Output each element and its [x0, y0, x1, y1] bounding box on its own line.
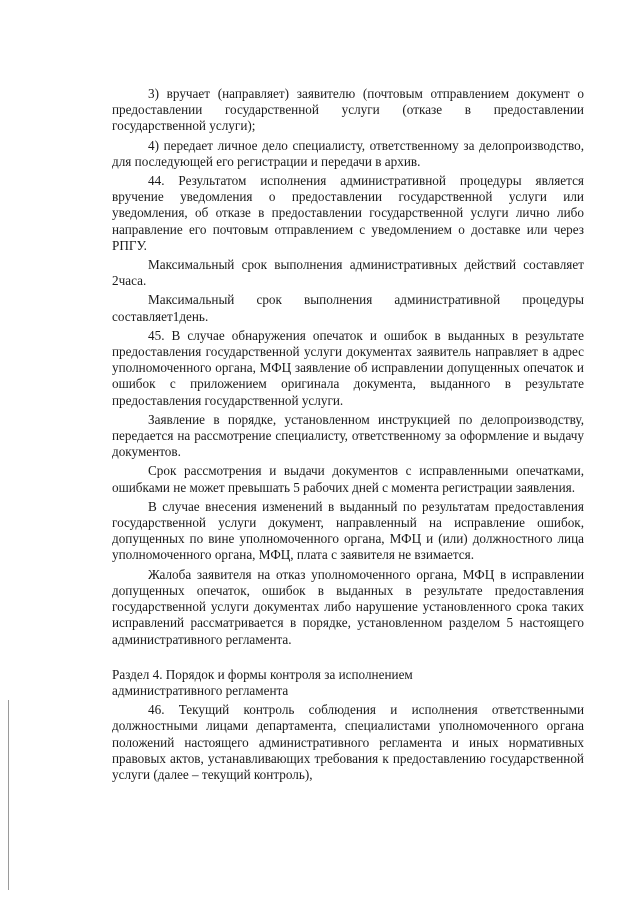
- paragraph-application: Заявление в порядке, установленном инструкцией по делопроизводству, передается на рассмотрение специалисту, ответственному за оформление и выдачу документов.: [112, 411, 584, 460]
- section-4-heading: [112, 667, 584, 699]
- paragraph-46: 46. Текущий контроль соблюдения и исполнения ответственными должностными лицами департамента, специалистами уполномоченного органа положений настоящего административного регламента и иных нормативных правовых актов, устанавливающих требования к предоставлению государственной услуги (далее – текущий контроль),: [112, 702, 584, 782]
- paragraph-item-3: 3) вручает (направляет) заявителю (почтовым отправлением документ о предоставлении государственной услуги (отказе в предоставлении государственной услуги);: [112, 86, 584, 134]
- paragraph-max-time-procedure: Максимальный срок выполнения административной процедуры составляет1день.: [112, 292, 584, 324]
- document-body: [112, 86, 584, 783]
- paragraph-review-term: Срок рассмотрения и выдачи документов с исправленными опечатками, ошибками не может превышать 5 рабочих дней с момента регистрации заявления.: [112, 463, 584, 495]
- paragraph-complaint: Жалоба заявителя на отказ уполномоченного органа, МФЦ в исправлении допущенных опечаток, ошибок в выданных в результате предоставления государственной услуги документах либо нарушение установленного срока таких исправлений рассматривается в порядке, установленном разделом 5 настоящего административного регламента.: [112, 566, 584, 647]
- paragraph-item-4: 4) передает личное дело специалисту, ответственному за делопроизводство, для последующей его регистрации и передачи в архив.: [112, 137, 584, 169]
- paragraph-44: 44. Результатом исполнения административной процедуры является вручение уведомления о предоставлении государственной услуги или уведомления, об отказе в предоставлении государственной услуги лично либо направление его почтовым отправлением с уведомлением о доставке или через РПГУ.: [112, 173, 584, 253]
- paragraph-45: 45. В случае обнаружения опечаток и ошибок в выданных в результате предоставления государственной услуги документах заявитель направляет в адрес уполномоченного органа, МФЦ заявление об исправлении допущенных опечаток и ошибок с приложением оригинала документа, выданного в результате предоставления государственной услуги.: [112, 327, 584, 408]
- section-heading-line-1: Раздел 4. Порядок и формы контроля за исполнением: [112, 666, 413, 682]
- section-heading-line-2: административного регламента: [112, 682, 289, 698]
- paragraph-max-time-actions: Максимальный срок выполнения административных действий составляет 2часа.: [112, 257, 584, 289]
- paragraph-no-fee: В случае внесения изменений в выданный по результатам предоставления государственной услуги документ, направленный на исправление ошибок, допущенных по вине уполномоченного органа, МФЦ и (или) должностного лица уполномоченного органа, МФЦ, плата с заявителя не взимается.: [112, 498, 584, 563]
- scan-edge-line: [8, 700, 9, 890]
